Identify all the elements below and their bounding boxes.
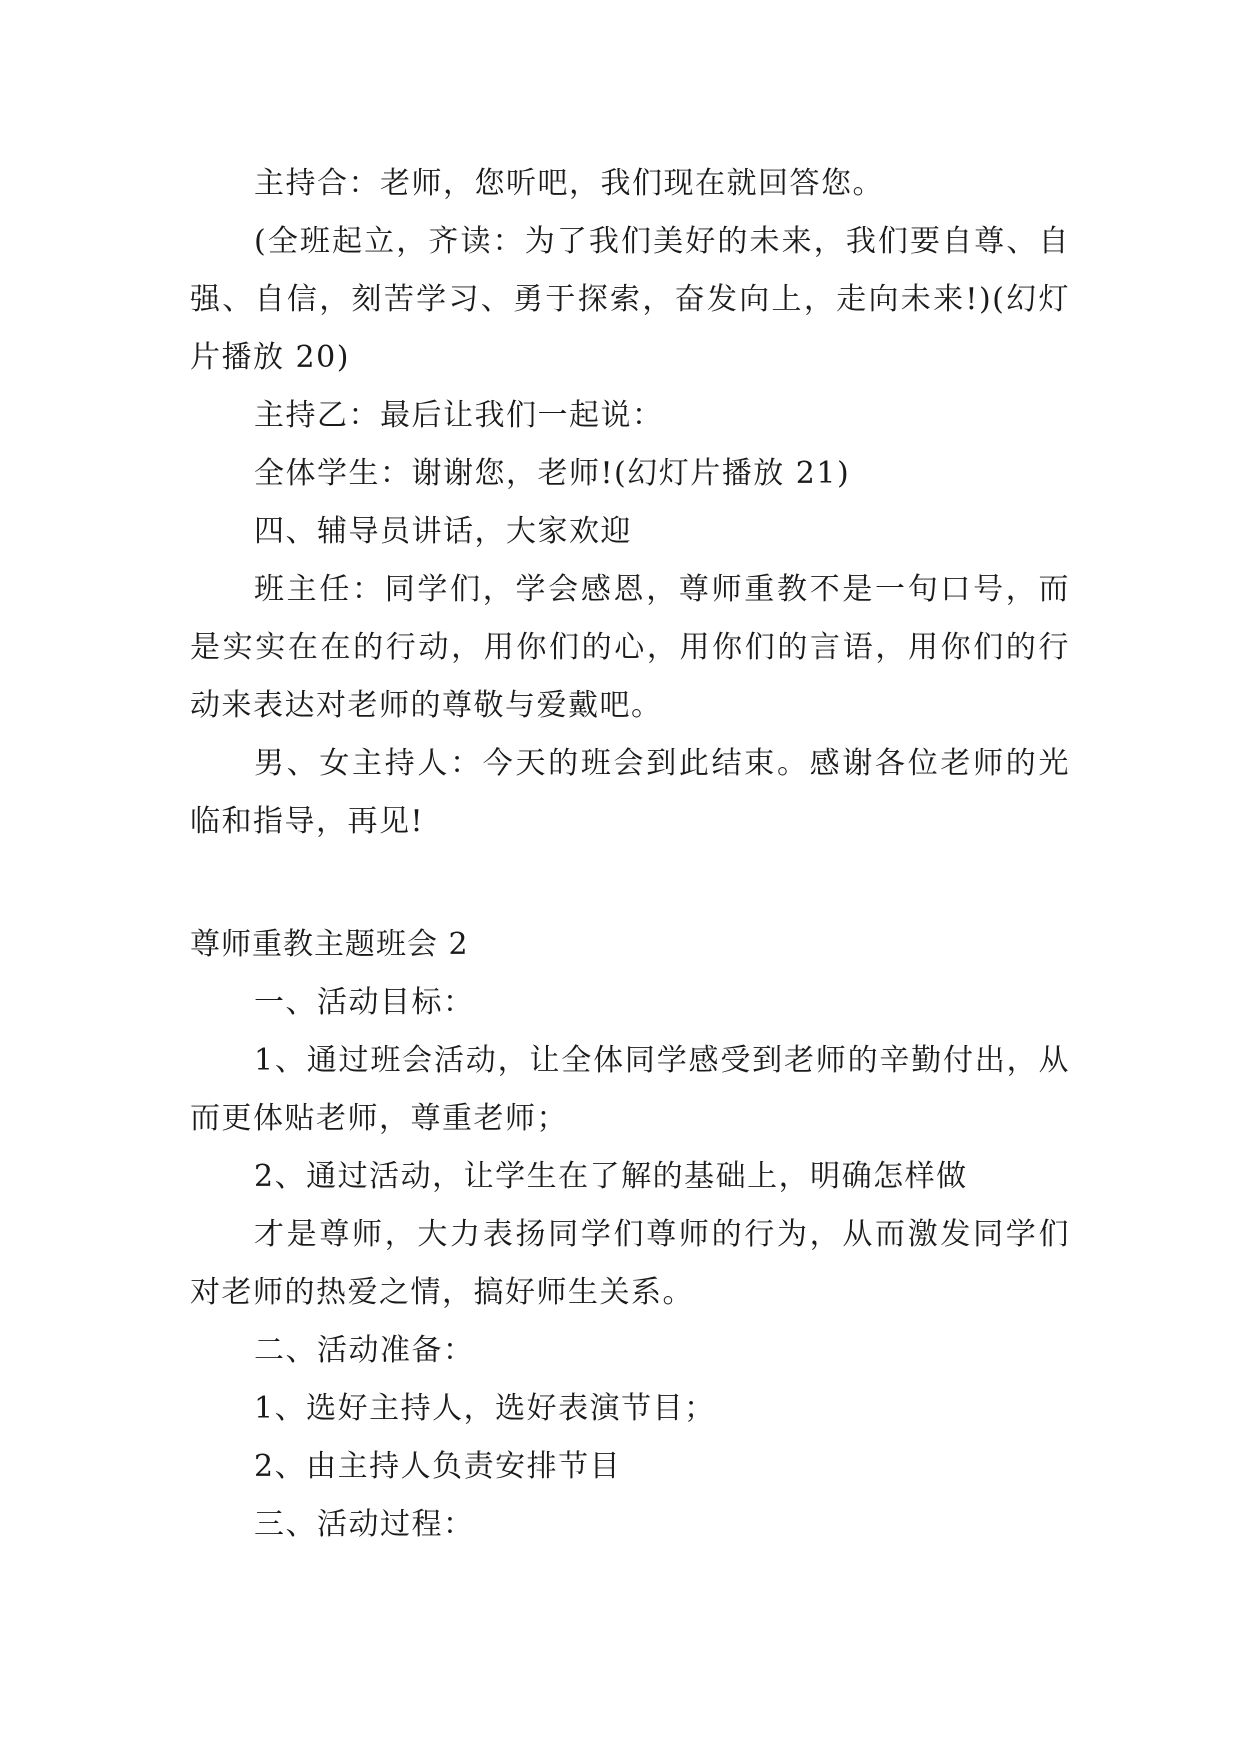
paragraph: 1、选好主持人，选好表演节目； <box>254 1391 716 1426</box>
paragraph: 三、活动过程： <box>254 1507 475 1542</box>
paragraph: 才是尊师，大力表扬同学们尊师的行为，从而激发同学们对老师的热爱之情，搞好师生关系。 <box>190 1217 1070 1310</box>
paragraph: 全体学生：谢谢您，老师!(幻灯片播放 21) <box>254 456 851 491</box>
paragraph: 2、通过活动，让学生在了解的基础上，明确怎样做 <box>254 1159 968 1194</box>
paragraph: 一、活动目标： <box>254 985 475 1020</box>
section-gap <box>190 851 1070 916</box>
paragraph: 主持乙：最后让我们一起说： <box>254 398 664 433</box>
paragraph: (全班起立，齐读：为了我们美好的未来，我们要自尊、自强、自信，刻苦学习、勇于探索，奋发向上，走向未来!)(幻灯片播放 20) <box>190 224 1070 375</box>
section-title: 尊师重教主题班会 2 <box>190 927 469 962</box>
paragraph: 班主任：同学们，学会感恩，尊师重教不是一句口号，而是实实在在的行动，用你们的心，用你们的言语，用你们的行动来表达对老师的尊敬与爱戴吧。 <box>190 572 1070 723</box>
paragraph: 主持合：老师，您听吧，我们现在就回答您。 <box>254 166 884 201</box>
paragraph: 1、通过班会活动，让全体同学感受到老师的辛勤付出，从而更体贴老师，尊重老师； <box>190 1043 1070 1136</box>
paragraph: 四、辅导员讲话，大家欢迎 <box>254 514 632 549</box>
document-page <box>190 155 1070 1554</box>
paragraph: 二、活动准备： <box>254 1333 475 1368</box>
paragraph: 2、由主持人负责安排节目 <box>254 1449 622 1484</box>
paragraph: 男、女主持人：今天的班会到此结束。感谢各位老师的光临和指导，再见! <box>190 746 1070 839</box>
